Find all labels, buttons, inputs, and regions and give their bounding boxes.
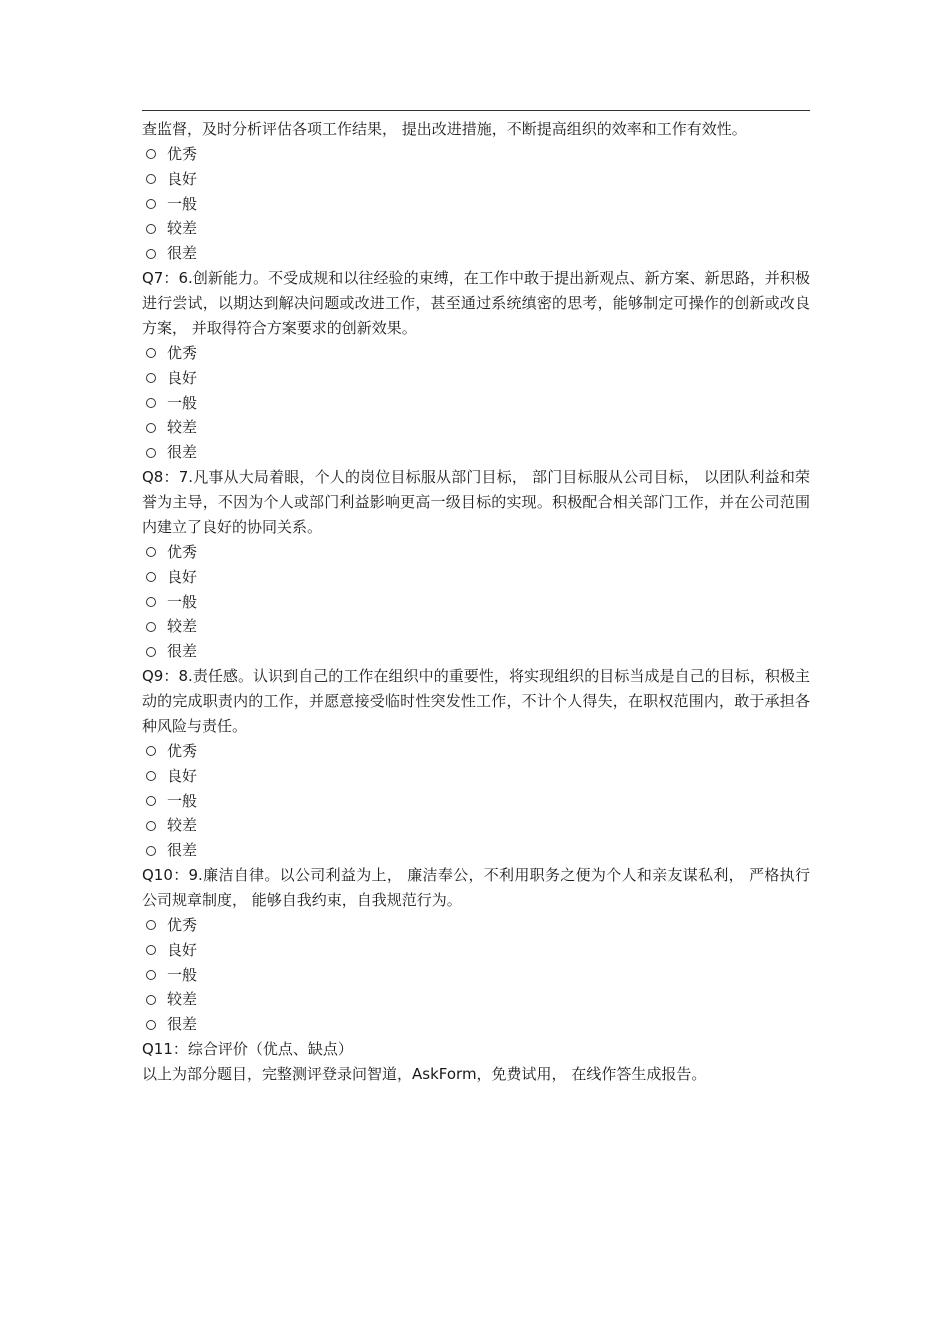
question-text-q8: Q8：7.凡事从大局着眼，个人的岗位目标服从部门目标， 部门目标服从公司目标， 以团队利益和荣誉为主导，不因为个人或部门利益影响更高一级目标的实现。积极配合相关部门工作，并在公司范围内建立了良好的协同关系。 bbox=[142, 467, 810, 536]
radio-icon[interactable] bbox=[146, 1020, 156, 1030]
radio-icon[interactable] bbox=[146, 647, 156, 657]
radio-icon[interactable] bbox=[146, 821, 156, 831]
option-average[interactable]: 一般 bbox=[142, 192, 810, 217]
document-page bbox=[142, 110, 810, 1087]
radio-icon[interactable] bbox=[146, 970, 156, 980]
radio-icon[interactable] bbox=[146, 448, 156, 458]
radio-icon[interactable] bbox=[146, 348, 156, 358]
radio-icon[interactable] bbox=[146, 547, 156, 557]
question-text-q10: Q10：9.廉洁自律。以公司利益为上， 廉洁奉公，不利用职务之便为个人和亲友谋私利， 严格执行公司规章制度， 能够自我约束，自我规范行为。 bbox=[142, 865, 810, 909]
option-very-poor[interactable]: 很差 bbox=[142, 639, 810, 664]
option-excellent[interactable]: 优秀 bbox=[142, 739, 810, 764]
option-excellent[interactable]: 优秀 bbox=[142, 341, 810, 366]
option-good[interactable]: 良好 bbox=[142, 366, 810, 391]
radio-icon[interactable] bbox=[146, 174, 156, 184]
option-average[interactable]: 一般 bbox=[142, 391, 810, 416]
option-very-poor[interactable]: 很差 bbox=[142, 1012, 810, 1037]
option-good[interactable]: 良好 bbox=[142, 167, 810, 192]
option-excellent[interactable]: 优秀 bbox=[142, 142, 810, 167]
option-poor[interactable]: 较差 bbox=[142, 216, 810, 241]
radio-icon[interactable] bbox=[146, 945, 156, 955]
top-divider bbox=[142, 110, 810, 111]
radio-icon[interactable] bbox=[146, 572, 156, 582]
option-good[interactable]: 良好 bbox=[142, 764, 810, 789]
option-good[interactable]: 良好 bbox=[142, 938, 810, 963]
radio-icon[interactable] bbox=[146, 622, 156, 632]
option-poor[interactable]: 较差 bbox=[142, 614, 810, 639]
option-average[interactable]: 一般 bbox=[142, 590, 810, 615]
radio-icon[interactable] bbox=[146, 398, 156, 408]
question-text-q11: Q11：综合评价（优点、缺点） bbox=[142, 1039, 353, 1058]
option-very-poor[interactable]: 很差 bbox=[142, 241, 810, 266]
radio-icon[interactable] bbox=[146, 846, 156, 856]
option-average[interactable]: 一般 bbox=[142, 963, 810, 988]
radio-icon[interactable] bbox=[146, 224, 156, 234]
radio-icon[interactable] bbox=[146, 249, 156, 259]
option-poor[interactable]: 较差 bbox=[142, 987, 810, 1012]
radio-icon[interactable] bbox=[146, 423, 156, 433]
option-poor[interactable]: 较差 bbox=[142, 415, 810, 440]
option-excellent[interactable]: 优秀 bbox=[142, 913, 810, 938]
radio-icon[interactable] bbox=[146, 199, 156, 209]
question-text-q9: Q9：8.责任感。认识到自己的工作在组织中的重要性，将实现组织的目标当成是自己的目标，积极主动的完成职责内的工作，并愿意接受临时性突发性工作，不计个人得失，在职权范围内，敢于承担各种风险与责任。 bbox=[142, 666, 810, 735]
radio-icon[interactable] bbox=[146, 995, 156, 1005]
option-excellent[interactable]: 优秀 bbox=[142, 540, 810, 565]
option-good[interactable]: 良好 bbox=[142, 565, 810, 590]
option-very-poor[interactable]: 很差 bbox=[142, 838, 810, 863]
radio-icon[interactable] bbox=[146, 373, 156, 383]
radio-icon[interactable] bbox=[146, 771, 156, 781]
question-text-q7: Q7：6.创新能力。不受成规和以往经验的束缚，在工作中敢于提出新观点、新方案、新思路，并积极进行尝试，以期达到解决问题或改进工作，甚至通过系统缜密的思考，能够制定可操作的创新或改良方案， 并取得符合方案要求的创新效果。 bbox=[142, 268, 810, 337]
radio-icon[interactable] bbox=[146, 149, 156, 159]
option-average[interactable]: 一般 bbox=[142, 789, 810, 814]
question-block-q6 bbox=[142, 142, 810, 266]
radio-icon[interactable] bbox=[146, 920, 156, 930]
option-very-poor[interactable]: 很差 bbox=[142, 440, 810, 465]
question-block-q10 bbox=[142, 863, 810, 1037]
option-poor[interactable]: 较差 bbox=[142, 813, 810, 838]
question-block-q8 bbox=[142, 465, 810, 664]
radio-icon[interactable] bbox=[146, 597, 156, 607]
question-block-q7 bbox=[142, 266, 810, 465]
question-block-q9 bbox=[142, 664, 810, 863]
footer-note: 以上为部分题目，完整测评登录问智道，AskForm，免费试用， 在线作答生成报告。 bbox=[142, 1064, 707, 1083]
radio-icon[interactable] bbox=[146, 746, 156, 756]
intro-text: 查监督，及时分析评估各项工作结果， 提出改进措施，不断提高组织的效率和工作有效性。 bbox=[142, 120, 747, 138]
radio-icon[interactable] bbox=[146, 796, 156, 806]
